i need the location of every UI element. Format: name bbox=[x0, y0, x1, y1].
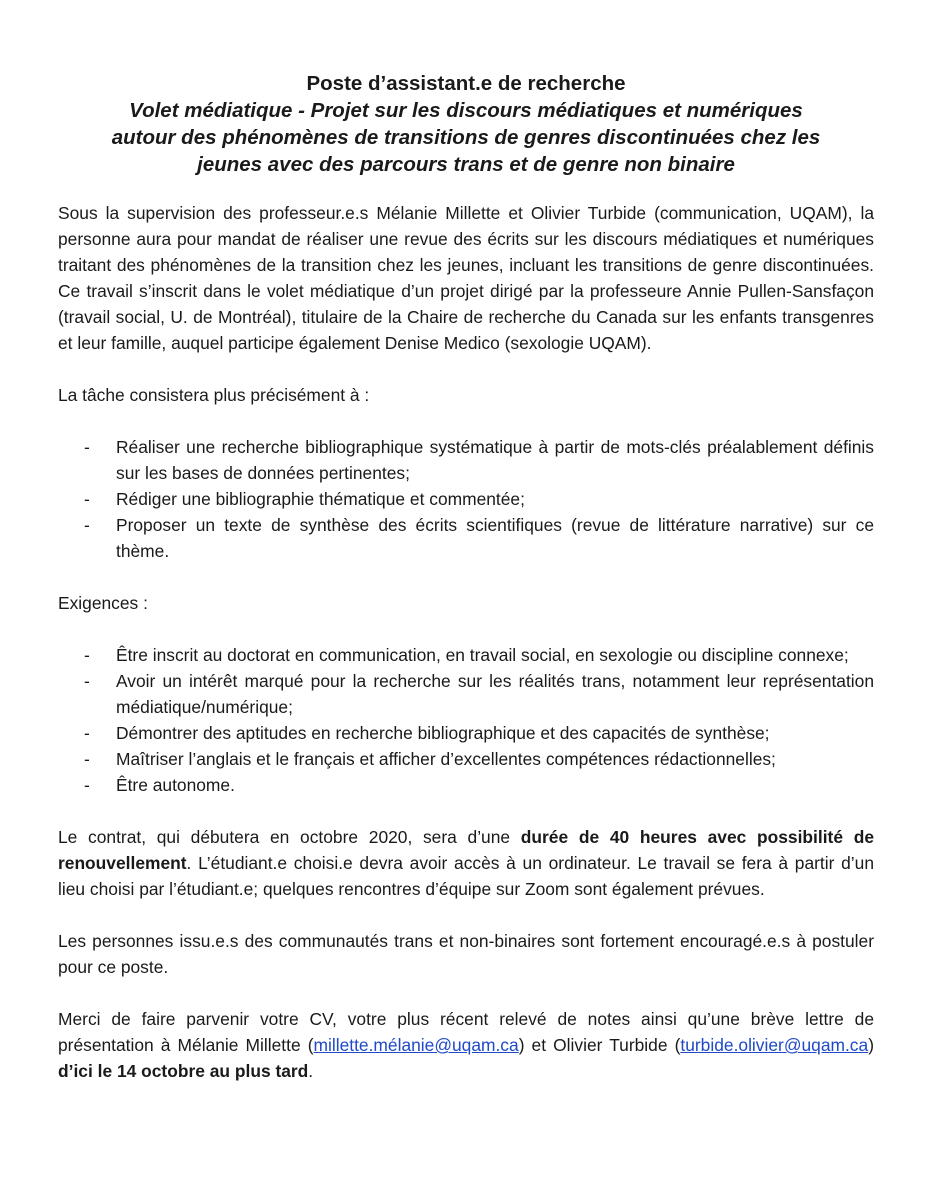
title-subtitle-line-3: jeunes avec des parcours trans et de genre non binaire bbox=[197, 153, 735, 176]
apply-text-4: . bbox=[308, 1061, 314, 1081]
list-item: - Être inscrit au doctorat en communication, en travail social, en sexologie ou discipline connexe; bbox=[58, 642, 874, 668]
list-item: - Réaliser une recherche bibliographique systématique à partir de mots-clés préalablement définis sur les bases de données pertinentes; bbox=[58, 434, 874, 486]
title-subtitle-line-2: autour des phénomènes de transitions de genres discontinuées chez les bbox=[111, 126, 821, 149]
list-item: - Maîtriser l’anglais et le français et afficher d’excellentes compétences rédactionnelles; bbox=[58, 746, 874, 772]
document-title bbox=[58, 70, 874, 178]
encouragement-paragraph: Les personnes issu.e.s des communautés trans et non-binaires sont fortement encouragé.e.s à postuler pour ce poste. bbox=[58, 931, 874, 977]
title-main: Poste d’assistant.e de recherche bbox=[306, 72, 626, 95]
tasks-list bbox=[58, 434, 874, 564]
contract-text-1: Le contrat, qui débutera en octobre 2020, sera d’une bbox=[58, 827, 521, 847]
list-item: - Être autonome. bbox=[58, 772, 874, 798]
requirements-heading: Exigences : bbox=[58, 593, 148, 613]
contract-text-2: . L’étudiant.e choisi.e devra avoir accès à un ordinateur. Le travail se fera à partir d’un lieu choisi par l’étudiant.e; quelques rencontres d’équipe sur Zoom sont également prévues. bbox=[58, 853, 874, 899]
email-link-millette[interactable]: millette.mélanie@uqam.ca bbox=[313, 1035, 519, 1055]
document-page bbox=[58, 70, 874, 1084]
list-item: - Rédiger une bibliographie thématique et commentée; bbox=[58, 486, 874, 512]
apply-text-2: ) et Olivier Turbide ( bbox=[518, 1035, 681, 1055]
apply-text-3: ) bbox=[868, 1035, 874, 1055]
apply-paragraph bbox=[58, 1006, 874, 1084]
deadline: d’ici le 14 octobre au plus tard bbox=[58, 1061, 309, 1081]
list-item: - Proposer un texte de synthèse des écrits scientifiques (revue de littérature narrative) sur ce thème. bbox=[58, 512, 874, 564]
intro-paragraph: Sous la supervision des professeur.e.s Mélanie Millette et Olivier Turbide (communication, UQAM), la personne aura pour mandat de réaliser une revue des écrits sur les discours médiatiques et numériques traitant des phénomènes de la transition chez les jeunes, incluant les transitions de genre discontinuées. Ce travail s’inscrit dans le volet médiatique d’un projet dirigé par la professeure Annie Pullen-Sansfaçon (travail social, U. de Montréal), titulaire de la Chaire de recherche du Canada sur les enfants transgenres et leur famille, auquel participe également Denise Medico (sexologie UQAM). bbox=[58, 203, 874, 353]
contract-paragraph bbox=[58, 824, 874, 902]
requirements-list bbox=[58, 642, 874, 798]
title-subtitle-line-1: Volet médiatique - Projet sur les discours médiatiques et numériques bbox=[129, 99, 803, 122]
list-item: - Démontrer des aptitudes en recherche bibliographique et des capacités de synthèse; bbox=[58, 720, 874, 746]
apply-text-1: Merci de faire parvenir votre CV, votre plus récent relevé de notes ainsi qu’une brève lettre de présentation à Mélanie Millette ( bbox=[58, 1009, 874, 1055]
email-link-turbide[interactable]: turbide.olivier@uqam.ca bbox=[680, 1035, 869, 1055]
tasks-heading: La tâche consistera plus précisément à : bbox=[58, 385, 370, 405]
contract-duration: durée de 40 heures avec possibilité de renouvellement bbox=[58, 827, 875, 873]
list-item: - Avoir un intérêt marqué pour la recherche sur les réalités trans, notamment leur représentation médiatique/numérique; bbox=[58, 668, 874, 720]
